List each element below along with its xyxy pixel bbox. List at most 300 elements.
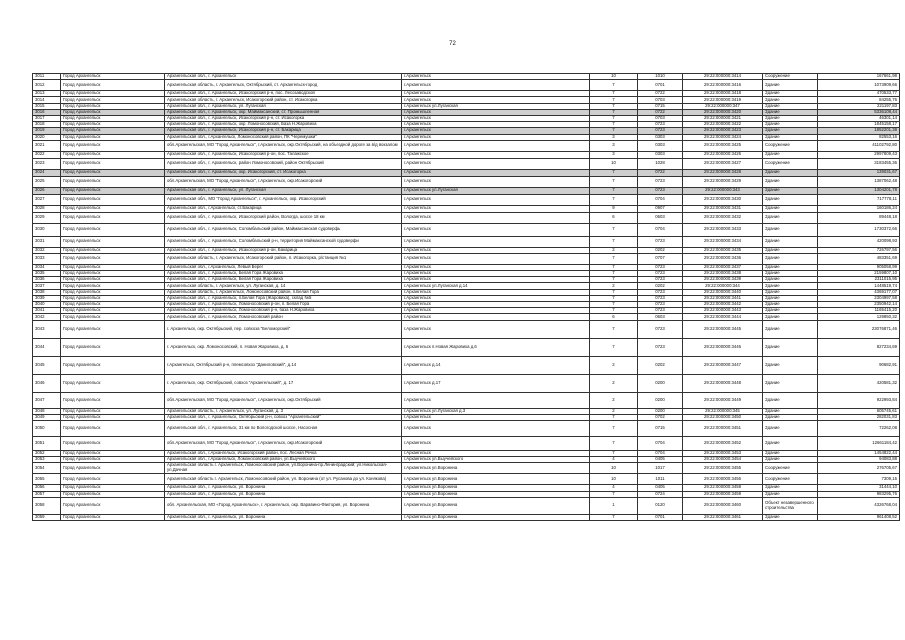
table-row [33, 80, 900, 91]
object-type-cell: Здание [763, 236, 818, 247]
cadastral-number-cell: 29:22:000000:3446 [683, 338, 763, 356]
cadastral-value-cell: 276705,67 [818, 463, 900, 474]
type-code-cell: 0303 [638, 151, 683, 158]
group-code-cell: 7 [590, 514, 638, 520]
cadastral-value-cell: 470533,77 [818, 91, 900, 97]
cadastral-value-cell: 605745,61 [818, 408, 900, 414]
cadastral-value-cell: 7309,15 [818, 474, 900, 485]
locality-cell: г.Архангельск [402, 450, 590, 456]
address-cell: Архангельская обл., г. Архангельск, Белая Гора Жаровиха [165, 277, 402, 283]
group-code-cell: 7 [590, 97, 638, 103]
locality-cell: г.Архангельск [402, 414, 590, 420]
cadastral-value-cell: 420098,93 [818, 236, 900, 247]
group-code-cell: 2 [590, 356, 638, 374]
owner-cell: Город Архангельск [61, 128, 165, 134]
owner-cell: Город Архангельск [61, 497, 165, 514]
cadastral-value-cell: 282031,83 [818, 414, 900, 420]
cadastral-number-cell: 29:22:000000:3434 [683, 236, 763, 247]
type-code-cell: 0722 [638, 109, 683, 115]
locality-cell: г.Архангельск [402, 134, 590, 140]
locality-cell: г.Архангельск ул.Луганская [402, 103, 590, 109]
table-row [33, 194, 900, 205]
owner-cell: Город Архангельск [61, 151, 165, 158]
row-number-cell: 3058 [33, 497, 61, 514]
type-code-cell: 0702 [638, 414, 683, 420]
type-code-cell: 0303 [638, 134, 683, 140]
locality-cell: г.Архангельск [402, 436, 590, 450]
cadastral-number-cell: 29:22:000000:3422 [683, 122, 763, 128]
address-cell: Архангельская обл., г.Архангельск, Ломоносовский район, ул.Выучейского [165, 457, 402, 463]
owner-cell: Город Архангельск [61, 414, 165, 420]
table-row [33, 140, 900, 151]
address-cell: Архангельская обл., г. Архангельск [165, 74, 402, 80]
group-code-cell: 7 [590, 80, 638, 91]
row-number-cell: 3056 [33, 485, 61, 491]
locality-cell: г.Архангельск д.17 [402, 374, 590, 392]
table-row [33, 392, 900, 408]
locality-cell: г.Архангельск [402, 97, 590, 103]
cadastral-value-cell: 82553,16 [818, 134, 900, 140]
cadastral-number-cell: 29:22:000000:3453 [683, 450, 763, 456]
cadastral-value-cell: 420581,32 [818, 374, 900, 392]
cadastral-number-cell: 29:22:000000:3459 [683, 491, 763, 497]
cadastral-value-cell: 2159807,10 [818, 271, 900, 277]
row-number-cell: 3021 [33, 140, 61, 151]
type-code-cell: 0701 [638, 80, 683, 91]
cadastral-value-cell: 12661184,42 [818, 436, 900, 450]
type-code-cell: 0715 [638, 103, 683, 109]
owner-cell: Город Архангельск [61, 374, 165, 392]
cadastral-value-cell: 23076871,46 [818, 320, 900, 338]
locality-cell: г.Архангельск ул.Луганская д.14 [402, 283, 590, 289]
type-code-cell: 0723 [638, 176, 683, 187]
locality-cell: г.Архангельск [402, 176, 590, 187]
address-cell: Архангельская обл., г. Архангельск, Ломоносовский р-н, база Н.Жаровиха [165, 308, 402, 314]
group-code-cell: 7 [590, 91, 638, 97]
group-code-cell: 7 [590, 295, 638, 301]
row-number-cell: 3019 [33, 128, 61, 134]
cadastral-value-cell: 84255,76 [818, 97, 900, 103]
row-number-cell: 3048 [33, 408, 61, 414]
object-type-cell: Здание [763, 374, 818, 392]
row-number-cell: 3044 [33, 338, 61, 356]
type-code-cell: 0724 [638, 491, 683, 497]
row-number-cell: 3020 [33, 134, 61, 140]
address-cell: Архангельская обл., г. Архангельск, Ломоносовский район [165, 314, 402, 320]
object-type-cell: Здание [763, 457, 818, 463]
owner-cell: Город Архангельск [61, 134, 165, 140]
object-type-cell: Здание [763, 289, 818, 295]
group-code-cell: 7 [590, 253, 638, 264]
owner-cell: Город Архангельск [61, 109, 165, 115]
group-code-cell: 4 [590, 457, 638, 463]
locality-cell: г.Архангельск [402, 74, 590, 80]
group-code-cell: 2 [590, 392, 638, 408]
address-cell: обл.Архангельская, МО "Город Архангельск", г.Архангельск, окр.Октябрьский, на объездной дороге за в/д вокзалом [165, 140, 402, 151]
row-number-cell: 3034 [33, 264, 61, 270]
cadastral-value-cell: 160186,24 [818, 205, 900, 212]
object-type-cell: Здание [763, 420, 818, 436]
locality-cell: г.Архангельск ул.Луганская д.3 [402, 408, 590, 414]
locality-cell: г.Архангельск [402, 277, 590, 283]
cadastral-number-cell: 29:22:000000:3455 [683, 463, 763, 474]
cadastral-number-cell: 29:22:000000:3431 [683, 205, 763, 212]
object-type-cell: Сооружение [763, 158, 818, 169]
type-code-cell: 0704 [638, 436, 683, 450]
cadastral-value-cell: 1448519,74 [818, 283, 900, 289]
type-code-cell: 0707 [638, 253, 683, 264]
object-type-cell: Сооружение [763, 474, 818, 485]
type-code-cell: 0723 [638, 128, 683, 134]
owner-cell: Город Архангельск [61, 80, 165, 91]
object-type-cell: Здание [763, 338, 818, 356]
object-type-cell: Здание [763, 436, 818, 450]
locality-cell: г.Архангельск ул.Воронина [402, 497, 590, 514]
locality-cell: г.Архангельск [402, 128, 590, 134]
table-row [33, 463, 900, 474]
cadastral-number-cell: 29:22:000000:344 [683, 283, 763, 289]
address-cell: г. Архангельск, окр. Октябрьский, пер. совхоза "Беломорский" [165, 320, 402, 338]
locality-cell: г.Архангельск [402, 115, 590, 121]
locality-cell: г.Архангельск ул.Воронина [402, 474, 590, 485]
object-type-cell: Здание [763, 408, 818, 414]
locality-cell: г.Архангельск [402, 420, 590, 436]
cadastral-value-cell: 717778,11 [818, 194, 900, 205]
owner-cell: Город Архангельск [61, 212, 165, 223]
row-number-cell: 3040 [33, 302, 61, 308]
group-code-cell: 7 [590, 122, 638, 128]
owner-cell: Город Архангельск [61, 338, 165, 356]
group-code-cell: 7 [590, 236, 638, 247]
cadastral-number-cell: 29:22:000000:3432 [683, 212, 763, 223]
cadastral-number-cell: 29:22:000000:3428 [683, 169, 763, 176]
type-code-cell: 0202 [638, 283, 683, 289]
owner-cell: Город Архангельск [61, 140, 165, 151]
owner-cell: Город Архангельск [61, 169, 165, 176]
type-code-cell: 0303 [638, 140, 683, 151]
locality-cell: г.Архангельск ул.Луганская [402, 187, 590, 194]
group-code-cell: 1 [590, 497, 638, 514]
cadastral-number-cell: 29:22:000000:3435 [683, 247, 763, 253]
object-type-cell: Здание [763, 356, 818, 374]
type-code-cell: 0723 [638, 295, 683, 301]
type-code-cell: 0120 [638, 497, 683, 514]
object-type-cell: Здание [763, 122, 818, 128]
cadastral-number-cell: 29:22:000000:3454 [683, 457, 763, 463]
row-number-cell: 3012 [33, 80, 61, 91]
owner-cell: Город Архангельск [61, 205, 165, 212]
table-row [33, 338, 900, 356]
cadastral-value-cell: 2311015,95 [818, 277, 900, 283]
group-code-cell: 7 [590, 302, 638, 308]
owner-cell: Город Архангельск [61, 392, 165, 408]
cadastral-number-cell: 29:22:000000:3456 [683, 474, 763, 485]
cadastral-number-cell: 29:22:000000:3439 [683, 277, 763, 283]
cadastral-value-cell: 922993,84 [818, 392, 900, 408]
cadastral-value-cell: 905058,99 [818, 264, 900, 270]
cadastral-value-cell: 483351,69 [818, 253, 900, 264]
address-cell: Архангельская обл., г. Архангельск, Ломоносовский р-он, п. Белая Гора [165, 302, 402, 308]
cadastral-number-cell: 29:22:000000:347 [683, 103, 763, 109]
row-number-cell: 3046 [33, 374, 61, 392]
row-number-cell: 3016 [33, 109, 61, 115]
object-type-cell: Здание [763, 151, 818, 158]
owner-cell: Город Архангельск [61, 491, 165, 497]
group-code-cell: 7 [590, 128, 638, 134]
locality-cell: г.Архангельск ул.Воронина [402, 463, 590, 474]
locality-cell: г.Архангельск [402, 314, 590, 320]
owner-cell: Город Архангельск [61, 122, 165, 128]
owner-cell: Город Архангельск [61, 236, 165, 247]
owner-cell: Город Архангельск [61, 320, 165, 338]
cadastral-number-cell: 29:22:000000:3414 [683, 74, 763, 80]
group-code-cell: 6 [590, 314, 638, 320]
owner-cell: Город Архангельск [61, 514, 165, 520]
cadastral-number-cell: 29:22:000000:3426 [683, 151, 763, 158]
owner-cell: Город Архангельск [61, 223, 165, 236]
type-code-cell: 0200 [638, 392, 683, 408]
cadastral-number-cell: 29:22:000000:3450 [683, 414, 763, 420]
cadastral-value-cell: 31444,10 [818, 485, 900, 491]
address-cell: Архангельская область г. Архангельск, Ломоносовский район, ул. Воронина (от ул. Русанова до ул. Конякова) [165, 474, 402, 485]
object-type-cell: Здание [763, 169, 818, 176]
object-type-cell: Здание [763, 392, 818, 408]
row-number-cell: 3050 [33, 420, 61, 436]
table-row [33, 420, 900, 436]
cadastral-number-cell: 29:22:000000:3451 [683, 420, 763, 436]
group-code-cell: 7 [590, 264, 638, 270]
locality-cell: г.Архангельск [402, 223, 590, 236]
address-cell: Архангельская обл., г. Архангельск, Соломбальский район, Маймаксанская судоверфь [165, 223, 402, 236]
group-code-cell: 2 [590, 374, 638, 392]
locality-cell: г.Архангельск п.Новая Жаровиха д.6 [402, 338, 590, 356]
object-type-cell: Здание [763, 314, 818, 320]
type-code-cell: 0704 [638, 223, 683, 236]
object-type-cell: Здание [763, 253, 818, 264]
locality-cell: г.Архангельск [402, 212, 590, 223]
cadastral-value-cell: 1387062,48 [818, 176, 900, 187]
group-code-cell: 7 [590, 450, 638, 456]
type-code-cell: 0202 [638, 247, 683, 253]
type-code-cell: 0723 [638, 302, 683, 308]
cadastral-number-cell: 29:22:000000:3440 [683, 289, 763, 295]
object-type-cell: Здание [763, 80, 818, 91]
owner-cell: Город Архангельск [61, 356, 165, 374]
group-code-cell: 10 [590, 158, 638, 169]
type-code-cell: 0723 [638, 271, 683, 277]
group-code-cell: 3 [590, 151, 638, 158]
row-number-cell: 3033 [33, 253, 61, 264]
locality-cell: г.Архангельск [402, 264, 590, 270]
cadastral-number-cell: 29:22:000000:3425 [683, 140, 763, 151]
group-code-cell: 7 [590, 277, 638, 283]
row-number-cell: 3027 [33, 194, 61, 205]
locality-cell: г.Архангельск [402, 295, 590, 301]
address-cell: обл.Архангельская, МО "Город Архангельск", г.Архангельск, окр.Октябрьский [165, 392, 402, 408]
type-code-cell: 1010 [638, 74, 683, 80]
cadastral-value-cell: 46301,14 [818, 115, 900, 121]
cadastral-value-cell: 5336108,44 [818, 109, 900, 115]
object-type-cell: Здание [763, 302, 818, 308]
owner-cell: Город Архангельск [61, 302, 165, 308]
address-cell: г. Архангельск, окр. Ломоносовский, п. Новая Жаровиха, д. 6 [165, 338, 402, 356]
group-code-cell: 7 [590, 308, 638, 314]
locality-cell: г.Архангельск [402, 289, 590, 295]
address-cell: Архангельская обл., г. Архангельск, ул. Воронина [165, 491, 402, 497]
address-cell: Архангельская обл., г. Архангельск, ул. Воронина [165, 485, 402, 491]
row-number-cell: 3038 [33, 289, 61, 295]
type-code-cell: 0200 [638, 408, 683, 414]
owner-cell: Город Архангельск [61, 97, 165, 103]
object-type-cell: Здание [763, 295, 818, 301]
row-number-cell: 3023 [33, 158, 61, 169]
cadastral-number-cell: 29:22:000000:3418 [683, 91, 763, 97]
table-row [33, 151, 900, 158]
address-cell: Архангельская обл., г. Архангельск, Исакогорский район, Вологда, шоссе 18 км [165, 212, 402, 223]
type-code-cell: 1017 [638, 463, 683, 474]
cadastral-number-cell: 29:22:000000:3460 [683, 497, 763, 514]
table-row [33, 356, 900, 374]
owner-cell: Город Архангельск [61, 295, 165, 301]
locality-cell: г.Архангельск [402, 158, 590, 169]
row-number-cell: 3013 [33, 91, 61, 97]
object-type-cell: Здание [763, 308, 818, 314]
locality-cell: г.Архангельск ул.Воронина [402, 491, 590, 497]
type-code-cell: 0723 [638, 320, 683, 338]
cadastral-value-cell: 2304997,58 [818, 295, 900, 301]
object-type-cell: Здание [763, 97, 818, 103]
cadastral-value-cell: 129850,32 [818, 314, 900, 320]
object-type-cell: Здание [763, 134, 818, 140]
row-number-cell: 3015 [33, 103, 61, 109]
address-cell: Архангельская область, г. Архангельск, ул. Луганская, д. 3 [165, 408, 402, 414]
row-number-cell: 3037 [33, 283, 61, 289]
row-number-cell: 3055 [33, 474, 61, 485]
locality-cell: г.Архангельск [402, 253, 590, 264]
address-cell: обл. Архангельская, МО «Город Архангельск», г. Архангельск, окр. Варавино-Фактория, ул. Воронина [165, 497, 402, 514]
cadastral-number-cell: 29:22:000000:3427 [683, 158, 763, 169]
group-code-cell: 7 [590, 436, 638, 450]
group-code-cell: 7 [590, 320, 638, 338]
cadastral-number-cell: 29:22:000000:3442 [683, 302, 763, 308]
owner-cell: Город Архангельск [61, 436, 165, 450]
group-code-cell: 10 [590, 463, 638, 474]
address-cell: Архангельская обл., г. Архангельск, окр. Ломоносовский, База Н.Жаровиха [165, 122, 402, 128]
cadastral-number-cell: 29:22:000000:3433 [683, 223, 763, 236]
object-type-cell: Здание [763, 264, 818, 270]
object-type-cell: Здание [763, 485, 818, 491]
group-code-cell: 7 [590, 491, 638, 497]
group-code-cell: 7 [590, 414, 638, 420]
object-type-cell: Здание [763, 414, 818, 420]
address-cell: Архангельская обл., г.Архангельск, Левый Берег [165, 264, 402, 270]
object-type-cell: Здание [763, 283, 818, 289]
locality-cell: г.Архангельск [402, 109, 590, 115]
locality-cell: г.Архангельск ул.Воронина [402, 514, 590, 520]
cadastral-number-cell: 29:22:000000:3444 [683, 314, 763, 320]
locality-cell: г.Архангельск [402, 80, 590, 91]
row-number-cell: 3049 [33, 414, 61, 420]
locality-cell: г.Архангельск [402, 302, 590, 308]
cadastral-value-cell: 4369177,07 [818, 289, 900, 295]
group-code-cell: 3 [590, 134, 638, 140]
cadastral-number-cell: 29:22:000000:3419 [683, 97, 763, 103]
row-number-cell: 3032 [33, 247, 61, 253]
row-number-cell: 3059 [33, 514, 61, 520]
cadastral-number-cell: 29:22:000000:3441 [683, 295, 763, 301]
table-row [33, 497, 900, 514]
object-type-cell: Сооружение [763, 463, 818, 474]
row-number-cell: 3014 [33, 97, 61, 103]
type-code-cell: 0704 [638, 450, 683, 456]
address-cell: г. Архангельск, окр. Октябрьский, совхоз "Архангельский", д. 17 [165, 374, 402, 392]
group-code-cell: 9 [590, 205, 638, 212]
address-cell: Архангельская область, г. Архангельск, ул. Луганская, д. 14 [165, 283, 402, 289]
address-cell: г.Архангельск, Октябрьский р-н, племсовхоз "Даниловский", д.14 [165, 356, 402, 374]
owner-cell: Город Архангельск [61, 408, 165, 414]
address-cell: Архангельская обл., г. Архангельск, Белая Гора Жаровиха [165, 271, 402, 277]
type-code-cell: 0701 [638, 514, 683, 520]
object-type-cell: Здание [763, 109, 818, 115]
cadastral-value-cell: 2350942,14 [818, 302, 900, 308]
row-number-cell: 3041 [33, 308, 61, 314]
cadastral-number-cell: 29:22:000000:3438 [683, 271, 763, 277]
type-code-cell: 0723 [638, 187, 683, 194]
group-code-cell: 4 [590, 485, 638, 491]
row-number-cell: 3036 [33, 277, 61, 283]
owner-cell: Город Архангельск [61, 314, 165, 320]
type-code-cell: 1028 [638, 158, 683, 169]
row-number-cell: 3053 [33, 457, 61, 463]
cadastral-number-cell: 29:22:000000:343 [683, 187, 763, 194]
address-cell: Архангельская обл., г. Архангельск, 31 км по Вологодской шоссе, Насосная [165, 420, 402, 436]
owner-cell: Город Архангельск [61, 187, 165, 194]
address-cell: Архангельская обл., г. Архангельск, Соломбальский р-н, территория Маймаксанской судоверфи [165, 236, 402, 247]
object-type-cell: Здание [763, 247, 818, 253]
cadastral-number-cell: 29:22:000000:3421 [683, 115, 763, 121]
group-code-cell: 7 [590, 109, 638, 115]
address-cell: Архангельская обл., г. Архангельск, п.Белая Гора (Жаровиха), склад №5 [165, 295, 402, 301]
object-type-cell: Здание [763, 450, 818, 456]
table-row [33, 187, 900, 194]
cadastral-value-cell: 139031,67 [818, 169, 900, 176]
object-type-cell: Здание [763, 115, 818, 121]
group-code-cell: 10 [590, 474, 638, 485]
type-code-cell: 0703 [638, 115, 683, 121]
group-code-cell: 7 [590, 176, 638, 187]
group-code-cell: 7 [590, 115, 638, 121]
cadastral-number-cell: 29:22:000000:3436 [683, 253, 763, 264]
cadastral-number-cell: 29:22:000000:3461 [683, 514, 763, 520]
table-row [33, 514, 900, 520]
owner-cell: Город Архангельск [61, 158, 165, 169]
cadastral-number-cell: 29:22:000000:3416 [683, 80, 763, 91]
row-number-cell: 3011 [33, 74, 61, 80]
locality-cell: г.Архангельск [402, 247, 590, 253]
table-row [33, 374, 900, 392]
type-code-cell: 1011 [638, 474, 683, 485]
cadastral-value-cell: 1304201,78 [818, 187, 900, 194]
owner-cell: Город Архангельск [61, 457, 165, 463]
locality-cell: г.Архангельск [402, 151, 590, 158]
address-cell: Архангельская обл., г.Архангельск, ст.Бакарица [165, 205, 402, 212]
row-number-cell: 3045 [33, 356, 61, 374]
owner-cell: Город Архангельск [61, 283, 165, 289]
cadastral-value-cell: 94083,88 [818, 457, 900, 463]
group-code-cell: 10 [590, 74, 638, 80]
address-cell: Архангельская область, г. Архангельск, Октябрьский, ст. Архангельск-город [165, 80, 402, 91]
object-type-cell: Здание [763, 320, 818, 338]
